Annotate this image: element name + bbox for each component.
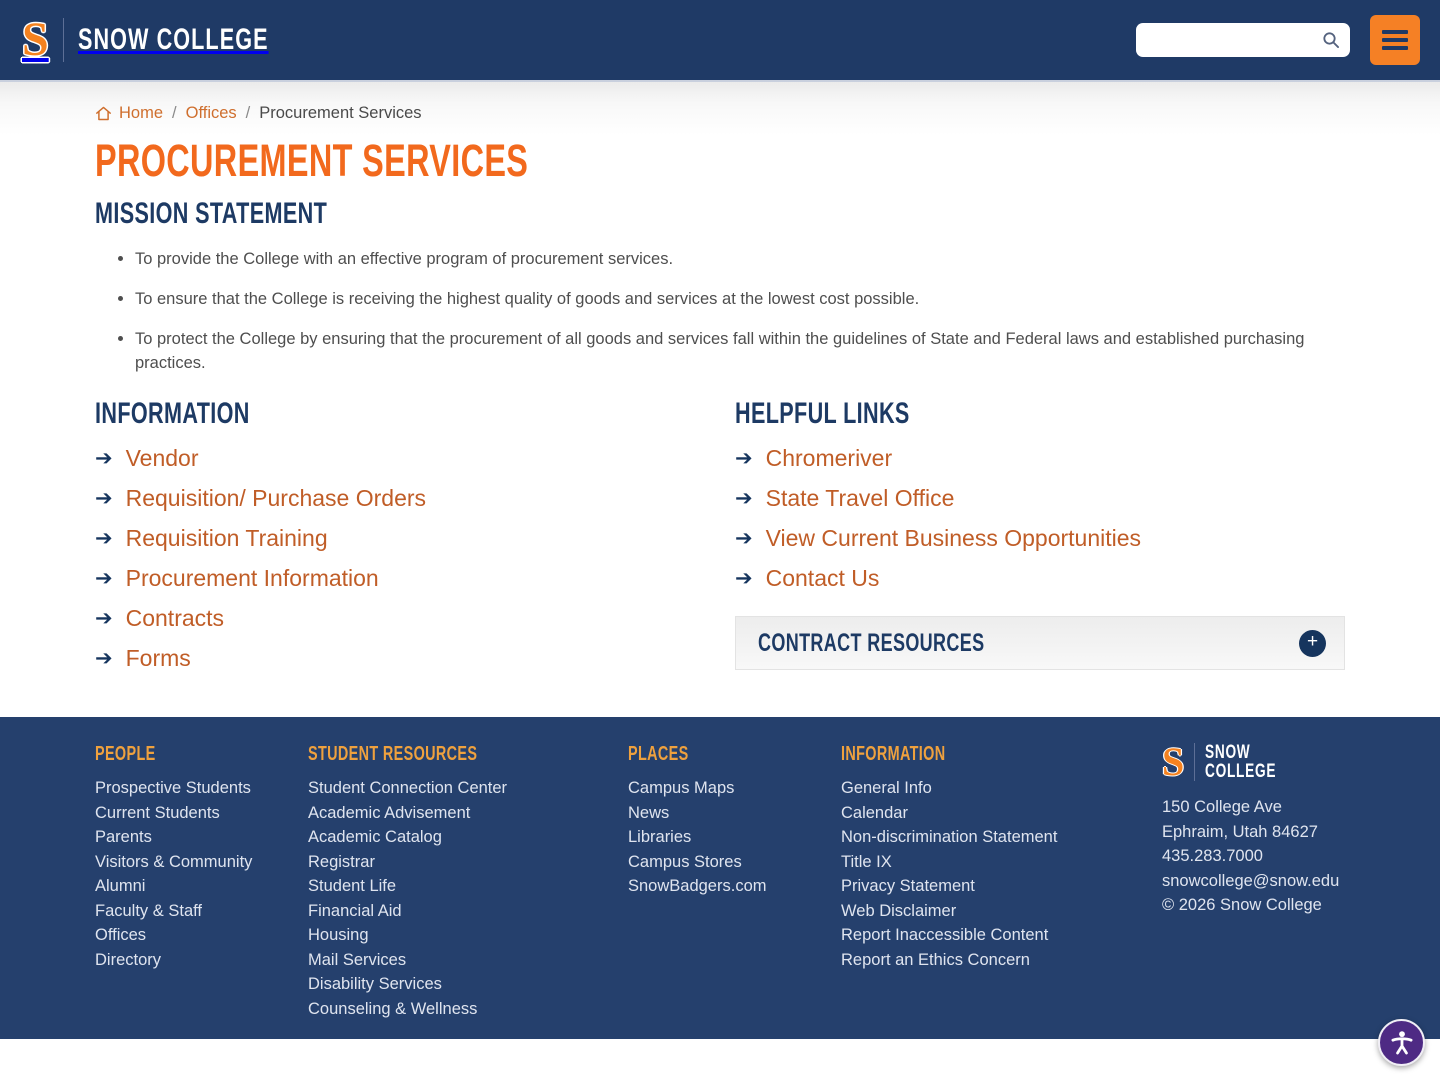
footer-link[interactable]: Faculty & Staff [95,901,202,920]
site-header [0,0,1440,82]
breadcrumb-bar [0,82,1440,135]
footer-information-links [841,780,1162,970]
footer-link[interactable]: Non-discrimination Statement [841,828,1058,846]
site-search [1136,23,1350,57]
arrow-right-icon: ➔ [95,647,113,670]
site-footer [0,717,1440,1039]
footer-link-item [628,805,841,823]
contract-resources-heading: CONTRACT RESOURCES [758,628,985,657]
footer-link[interactable]: Current Students [95,803,220,822]
footer-link[interactable]: Registrar [308,852,375,871]
footer-link[interactable]: Counseling & Wellness [308,999,478,1018]
footer-link-item [841,952,1162,970]
information-link-list [95,445,735,672]
search-icon[interactable] [1321,30,1341,50]
information-link-item [95,605,735,632]
footer-link[interactable]: Privacy Statement [841,877,975,895]
footer-link-item [95,854,308,872]
footer-link-item [308,976,628,994]
helpful-link-list [735,445,1345,592]
information-link[interactable]: Contracts [125,605,225,631]
hamburger-menu-button[interactable] [1370,15,1420,65]
footer-link[interactable]: Student Life [308,877,397,895]
information-link-item [95,645,735,672]
footer-link-item [95,780,308,798]
footer-link[interactable]: Visitors & Community [95,852,253,871]
information-link-item [95,485,735,512]
search-input[interactable] [1136,23,1350,57]
helpful-link-item [735,445,1345,472]
page-title: PROCUREMENT SERVICES [95,135,529,186]
footer-link[interactable]: Student Connection Center [308,779,508,797]
contract-resources-accordion[interactable] [735,616,1345,670]
footer-link[interactable]: Report an Ethics Concern [841,950,1030,969]
footer-link-item [841,878,1162,896]
helpful-link[interactable]: Chromeriver [765,445,893,471]
footer-link-item [95,829,308,847]
arrow-right-icon: ➔ [95,487,113,510]
footer-places-links [628,780,841,896]
footer-information-heading: INFORMATION [841,743,946,765]
footer-link-item [628,878,841,896]
footer-people-heading: PEOPLE [95,743,156,765]
footer-link-item [841,854,1162,872]
information-section [95,397,735,685]
footer-link[interactable]: Title IX [841,852,892,871]
footer-link-item [308,878,628,896]
footer-link-item [841,829,1162,847]
footer-contact-column [1162,739,1345,1025]
footer-link[interactable]: Campus Stores [628,852,742,871]
footer-logo-wordmark-line1: SNOW [1205,742,1251,763]
accessibility-person-icon [1388,1029,1416,1057]
arrow-right-icon: ➔ [95,527,113,550]
information-link-item [95,525,735,552]
footer-address-line2: Ephraim, Utah 84627 [1162,822,1318,841]
footer-link-item [308,829,628,847]
breadcrumb-offices-link[interactable]: Offices [185,104,237,122]
arrow-right-icon: ➔ [735,527,753,550]
mission-statement-list [135,247,1345,375]
footer-logo-wordmark-line2: COLLEGE [1205,761,1277,782]
accessibility-widget-button[interactable] [1378,1019,1425,1066]
footer-link[interactable]: Report Inaccessible Content [841,926,1049,944]
footer-link[interactable]: Offices [95,926,147,944]
logo-divider [63,18,64,62]
footer-link[interactable]: Academic Advisement [308,803,471,822]
footer-link[interactable]: Academic Catalog [308,828,442,846]
footer-student-resources-column [308,743,628,1025]
footer-link[interactable]: Mail Services [308,950,407,969]
footer-link[interactable]: Housing [308,926,369,944]
arrow-right-icon: ➔ [95,607,113,630]
helpful-link[interactable]: Contact Us [765,565,880,591]
footer-student-resources-links [308,780,628,1019]
arrow-right-icon: ➔ [95,447,113,470]
information-link[interactable]: Forms [125,645,191,671]
arrow-right-icon: ➔ [95,567,113,590]
footer-link[interactable]: Calendar [841,803,908,822]
footer-link-item [841,780,1162,798]
helpful-link[interactable]: State Travel Office [765,485,955,511]
information-link[interactable]: Requisition Training [125,525,328,551]
footer-link[interactable]: Directory [95,950,162,969]
arrow-right-icon: ➔ [735,447,753,470]
footer-copyright: © 2026 Snow College [1162,896,1322,914]
information-link-item [95,565,735,592]
footer-link-item [628,829,841,847]
mission-statement-heading: MISSION STATEMENT [95,197,328,230]
footer-link[interactable]: SnowBadgers.com [628,877,767,895]
footer-logo-s-mark: S [1162,739,1185,784]
mission-statement-item: To provide the College with an effective program of procurement services. [135,247,1315,271]
footer-link[interactable]: Prospective Students [95,779,251,797]
footer-link-item [95,903,308,921]
snow-college-logo[interactable] [22,13,342,66]
footer-link-item [628,854,841,872]
information-link-item [95,445,735,472]
mission-statement-item: To ensure that the College is receiving the highest quality of goods and services at the lowest cost possible. [135,287,1315,311]
footer-address-line1: 150 College Ave [1162,798,1282,816]
breadcrumb-home-link[interactable]: Home [95,104,163,123]
footer-link[interactable]: Financial Aid [308,901,402,920]
footer-link-item [95,927,308,945]
arrow-right-icon: ➔ [735,487,753,510]
breadcrumb-separator: / [172,104,177,122]
footer-link-item [841,903,1162,921]
breadcrumb [95,104,1345,123]
footer-link-item [841,805,1162,823]
footer-link[interactable]: News [628,803,670,822]
footer-link-item [308,952,628,970]
footer-link[interactable]: Alumni [95,877,146,895]
breadcrumb-current-page: Procurement Services [259,104,422,122]
footer-link[interactable]: Campus Maps [628,779,735,797]
logo-s-mark: S [22,13,49,66]
footer-link-item [95,952,308,970]
footer-email-link[interactable]: snowcollege@snow.edu [1162,871,1340,890]
helpful-links-heading: HELPFUL LINKS [735,397,910,430]
footer-places-column [628,743,841,1025]
footer-people-column [95,743,308,1025]
footer-link[interactable]: Web Disclaimer [841,901,957,920]
footer-link-item [308,903,628,921]
footer-link[interactable]: General Info [841,779,932,797]
arrow-right-icon: ➔ [735,567,753,590]
footer-places-heading: PLACES [628,743,689,765]
helpful-link-item [735,525,1345,552]
mission-statement-item: To protect the College by ensuring that the procurement of all goods and services fall within the guidelines of State and Federal laws and established purchasing practices. [135,327,1315,375]
breadcrumb-separator: / [245,104,251,122]
footer-link-item [308,1001,628,1019]
helpful-link-item [735,565,1345,592]
helpful-link[interactable]: View Current Business Opportunities [765,525,1142,551]
footer-link[interactable]: Parents [95,828,152,846]
information-link[interactable]: Requisition/ Purchase Orders [125,485,427,511]
helpful-link-item [735,485,1345,512]
footer-link-item [308,927,628,945]
footer-link-item [308,805,628,823]
helpful-links-section [735,397,1345,685]
footer-link-item [95,878,308,896]
logo-wordmark: SNOW COLLEGE [77,23,269,56]
footer-information-column [841,743,1162,1025]
expand-plus-icon[interactable]: + [1299,630,1326,657]
information-link[interactable]: Vendor [125,445,199,471]
footer-logo [1162,739,1345,784]
footer-people-links [95,780,308,970]
footer-phone: 435.283.7000 [1162,847,1263,865]
footer-link-item [308,780,628,798]
footer-link[interactable]: Disability Services [308,975,442,993]
main-content [95,135,1345,685]
footer-link-item [95,805,308,823]
footer-link-item [841,927,1162,945]
footer-link[interactable]: Libraries [628,828,692,846]
information-link[interactable]: Procurement Information [125,565,379,591]
home-icon [95,105,112,122]
footer-logo-divider [1194,743,1195,781]
footer-link-item [628,780,841,798]
information-heading: INFORMATION [95,397,250,430]
footer-student-resources-heading: STUDENT RESOURCES [308,743,478,765]
hamburger-icon [1382,30,1408,34]
footer-link-item [308,854,628,872]
